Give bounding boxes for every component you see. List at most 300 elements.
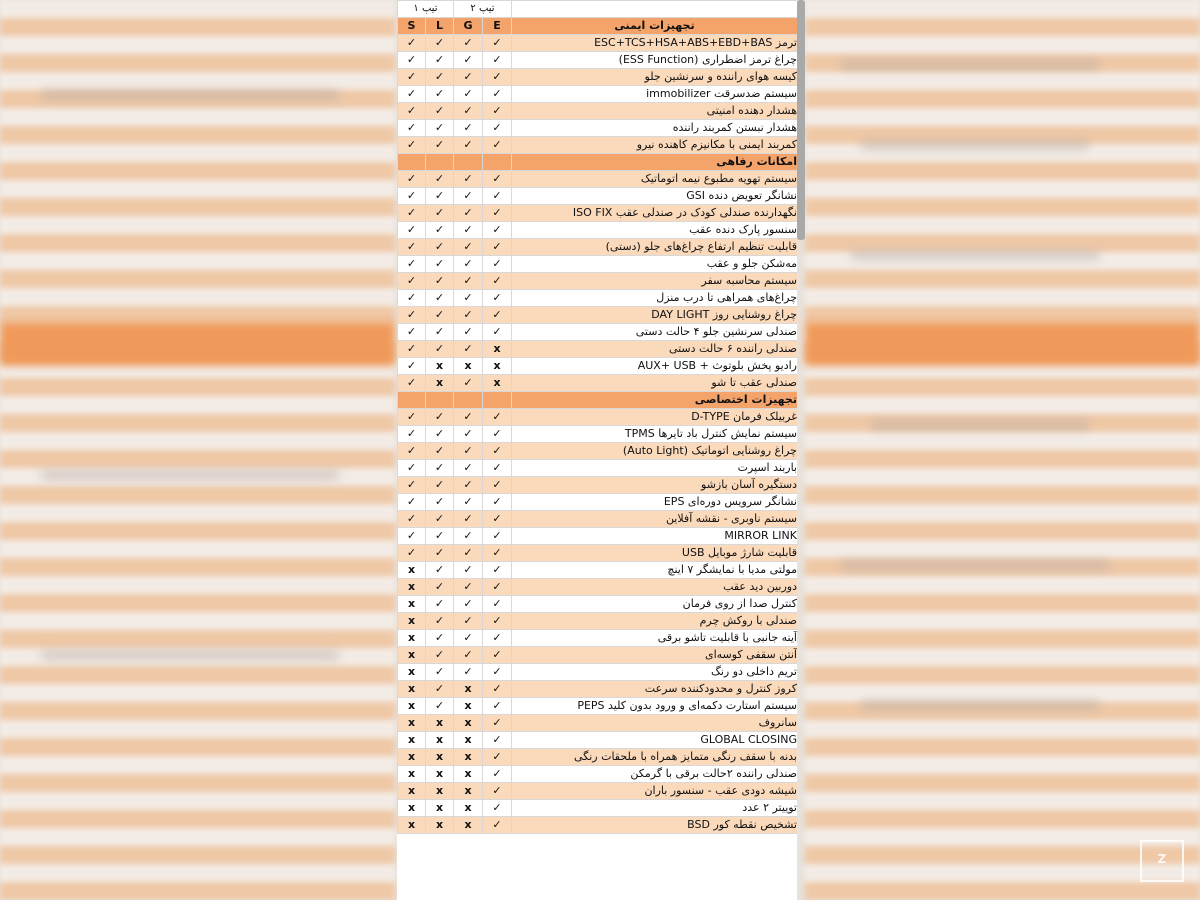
- feature-row: [398, 579, 798, 596]
- check-icon: ✓: [426, 528, 454, 545]
- feature-row: [398, 137, 798, 154]
- check-icon: ✓: [454, 562, 483, 579]
- check-icon: ✓: [398, 511, 426, 528]
- check-icon: ✓: [454, 103, 483, 120]
- check-icon: ✓: [454, 52, 483, 69]
- blurred-background-left: [0, 0, 395, 900]
- check-icon: ✓: [454, 256, 483, 273]
- feature-label: چراغ روشنایی روز DAY LIGHT: [512, 307, 798, 324]
- feature-label: بدنه با سقف رنگی متمایز همراه با ملحقات رنگی: [512, 749, 798, 766]
- trim-col-e: E: [483, 18, 512, 35]
- feature-row: [398, 120, 798, 137]
- feature-row: [398, 749, 798, 766]
- feature-label: سیستم محاسبه سفر: [512, 273, 798, 290]
- check-icon: ✓: [454, 528, 483, 545]
- cross-icon: x: [426, 358, 454, 375]
- cross-icon: x: [454, 817, 483, 834]
- check-icon: ✓: [426, 52, 454, 69]
- check-icon: ✓: [483, 766, 512, 783]
- check-icon: ✓: [483, 783, 512, 800]
- check-icon: ✓: [454, 647, 483, 664]
- check-icon: ✓: [483, 86, 512, 103]
- feature-row: [398, 443, 798, 460]
- check-icon: ✓: [398, 307, 426, 324]
- check-icon: ✓: [426, 477, 454, 494]
- section-empty-cell: [483, 392, 512, 409]
- check-icon: ✓: [483, 732, 512, 749]
- check-icon: ✓: [426, 256, 454, 273]
- check-icon: ✓: [454, 664, 483, 681]
- cross-icon: x: [398, 766, 426, 783]
- cross-icon: x: [426, 715, 454, 732]
- feature-label: شیشه دودی عقب - سنسور باران: [512, 783, 798, 800]
- check-icon: ✓: [454, 171, 483, 188]
- check-icon: ✓: [398, 188, 426, 205]
- zoom-logo: Z: [1140, 840, 1184, 882]
- check-icon: ✓: [483, 290, 512, 307]
- feature-row: [398, 511, 798, 528]
- check-icon: ✓: [454, 426, 483, 443]
- feature-label: نگهدارنده صندلی کودک در صندلی عقب ISO FIX: [512, 205, 798, 222]
- feature-row: [398, 613, 798, 630]
- check-icon: ✓: [454, 460, 483, 477]
- feature-label: صندلی با روکش چرم: [512, 613, 798, 630]
- check-icon: ✓: [454, 239, 483, 256]
- section-empty-cell: [398, 392, 426, 409]
- check-icon: ✓: [483, 239, 512, 256]
- feature-label: باربند اسپرت: [512, 460, 798, 477]
- trim-col-l: L: [426, 18, 454, 35]
- cross-icon: x: [398, 562, 426, 579]
- type2-label: تیپ ۲: [454, 1, 512, 18]
- feature-label: سنسور پارک دنده عقب: [512, 222, 798, 239]
- blurred-text-line: [860, 140, 1090, 150]
- check-icon: ✓: [426, 409, 454, 426]
- trim-col-g: G: [454, 18, 483, 35]
- check-icon: ✓: [483, 664, 512, 681]
- blurred-text-line: [840, 560, 1110, 570]
- check-icon: ✓: [426, 630, 454, 647]
- check-icon: ✓: [483, 426, 512, 443]
- check-icon: ✓: [398, 205, 426, 222]
- check-icon: ✓: [454, 375, 483, 392]
- check-icon: ✓: [398, 256, 426, 273]
- blurred-section-band-left: [0, 322, 395, 366]
- check-icon: ✓: [454, 341, 483, 358]
- feature-label: تریم داخلی دو رنگ: [512, 664, 798, 681]
- cross-icon: x: [398, 749, 426, 766]
- feature-row: [398, 324, 798, 341]
- check-icon: ✓: [454, 69, 483, 86]
- feature-row: [398, 477, 798, 494]
- feature-row: [398, 86, 798, 103]
- check-icon: ✓: [483, 698, 512, 715]
- check-icon: ✓: [398, 137, 426, 154]
- check-icon: ✓: [483, 749, 512, 766]
- scrollbar-thumb[interactable]: [797, 0, 805, 240]
- feature-label: کنترل صدا از روی فرمان: [512, 596, 798, 613]
- feature-row: [398, 52, 798, 69]
- check-icon: ✓: [426, 188, 454, 205]
- check-icon: ✓: [426, 35, 454, 52]
- check-icon: ✓: [454, 120, 483, 137]
- cross-icon: x: [483, 375, 512, 392]
- trim-col-s: S: [398, 18, 426, 35]
- feature-row: [398, 273, 798, 290]
- blurred-text-line: [40, 650, 340, 660]
- feature-row: [398, 358, 798, 375]
- check-icon: ✓: [426, 426, 454, 443]
- cross-icon: x: [454, 681, 483, 698]
- feature-row: [398, 732, 798, 749]
- check-icon: ✓: [426, 324, 454, 341]
- check-icon: ✓: [426, 460, 454, 477]
- check-icon: ✓: [454, 137, 483, 154]
- check-icon: ✓: [483, 256, 512, 273]
- check-icon: ✓: [398, 171, 426, 188]
- feature-label: چراغ ترمز اضطراری (ESS Function): [512, 52, 798, 69]
- feature-row: [398, 188, 798, 205]
- feature-row: [398, 69, 798, 86]
- feature-label: دوربین دید عقب: [512, 579, 798, 596]
- feature-row: [398, 256, 798, 273]
- check-icon: ✓: [426, 103, 454, 120]
- cross-icon: x: [454, 732, 483, 749]
- check-icon: ✓: [454, 579, 483, 596]
- feature-label: آینه جانبی با قابلیت تاشو برقی: [512, 630, 798, 647]
- check-icon: ✓: [454, 494, 483, 511]
- check-icon: ✓: [483, 443, 512, 460]
- check-icon: ✓: [454, 613, 483, 630]
- feature-label: چراغ روشنایی اتوماتیک (Auto Light): [512, 443, 798, 460]
- check-icon: ✓: [398, 545, 426, 562]
- check-icon: ✓: [426, 562, 454, 579]
- feature-label: ترمز ESC+TCS+HSA+ABS+EBD+BAS: [512, 35, 798, 52]
- feature-row: [398, 35, 798, 52]
- feature-label: صندلی سرنشین جلو ۴ حالت دستی: [512, 324, 798, 341]
- cross-icon: x: [426, 783, 454, 800]
- check-icon: ✓: [483, 817, 512, 834]
- check-icon: ✓: [398, 409, 426, 426]
- check-icon: ✓: [426, 341, 454, 358]
- check-icon: ✓: [398, 239, 426, 256]
- feature-row: [398, 171, 798, 188]
- check-icon: ✓: [483, 171, 512, 188]
- feature-label: تشخیص نقطه کور BSD: [512, 817, 798, 834]
- check-icon: ✓: [483, 545, 512, 562]
- check-icon: ✓: [483, 596, 512, 613]
- feature-row: [398, 460, 798, 477]
- type1-label: تیپ ۱: [398, 1, 454, 18]
- check-icon: ✓: [398, 120, 426, 137]
- cross-icon: x: [398, 630, 426, 647]
- check-icon: ✓: [398, 443, 426, 460]
- cross-icon: x: [426, 749, 454, 766]
- check-icon: ✓: [454, 307, 483, 324]
- type-header-row: [398, 1, 798, 18]
- feature-label: غربیلک فرمان D-TYPE: [512, 409, 798, 426]
- section-empty-cell: [398, 154, 426, 171]
- check-icon: ✓: [426, 579, 454, 596]
- cross-icon: x: [426, 375, 454, 392]
- cross-icon: x: [398, 715, 426, 732]
- check-icon: ✓: [483, 324, 512, 341]
- check-icon: ✓: [398, 103, 426, 120]
- feature-label: هشدار نبستن کمربند راننده: [512, 120, 798, 137]
- check-icon: ✓: [398, 494, 426, 511]
- feature-row: [398, 698, 798, 715]
- cross-icon: x: [398, 681, 426, 698]
- section-empty-cell: [483, 154, 512, 171]
- cross-icon: x: [398, 613, 426, 630]
- blurred-text-line: [870, 420, 1090, 430]
- check-icon: ✓: [454, 477, 483, 494]
- check-icon: ✓: [454, 273, 483, 290]
- cross-icon: x: [426, 732, 454, 749]
- cross-icon: x: [454, 800, 483, 817]
- feature-row: [398, 409, 798, 426]
- check-icon: ✓: [483, 630, 512, 647]
- check-icon: ✓: [426, 307, 454, 324]
- cross-icon: x: [398, 800, 426, 817]
- check-icon: ✓: [454, 409, 483, 426]
- cross-icon: x: [426, 817, 454, 834]
- check-icon: ✓: [426, 205, 454, 222]
- feature-row: [398, 545, 798, 562]
- check-icon: ✓: [483, 613, 512, 630]
- check-icon: ✓: [483, 562, 512, 579]
- empty-header-cell: [512, 1, 798, 18]
- feature-label: چراغ‌های همراهی تا درب منزل: [512, 290, 798, 307]
- check-icon: ✓: [483, 222, 512, 239]
- feature-label: مه‌شکن جلو و عقب: [512, 256, 798, 273]
- cross-icon: x: [483, 341, 512, 358]
- feature-row: [398, 307, 798, 324]
- feature-row: [398, 630, 798, 647]
- check-icon: ✓: [454, 86, 483, 103]
- feature-row: [398, 341, 798, 358]
- check-icon: ✓: [483, 477, 512, 494]
- feature-row: [398, 375, 798, 392]
- check-icon: ✓: [483, 52, 512, 69]
- section-empty-cell: [426, 154, 454, 171]
- cross-icon: x: [483, 358, 512, 375]
- feature-row: [398, 817, 798, 834]
- check-icon: ✓: [398, 324, 426, 341]
- blurred-text-line: [40, 90, 340, 100]
- check-icon: ✓: [454, 443, 483, 460]
- feature-row: [398, 494, 798, 511]
- feature-label: هشدار دهنده امنیتی: [512, 103, 798, 120]
- feature-label: مولتی مدیا با نمایشگر ۷ اینچ: [512, 562, 798, 579]
- section-title: تجهیزات اختصاصی: [512, 392, 798, 409]
- check-icon: ✓: [398, 35, 426, 52]
- check-icon: ✓: [483, 307, 512, 324]
- feature-label: قابلیت شارژ موبایل USB: [512, 545, 798, 562]
- cross-icon: x: [398, 817, 426, 834]
- check-icon: ✓: [398, 69, 426, 86]
- check-icon: ✓: [398, 477, 426, 494]
- check-icon: ✓: [454, 324, 483, 341]
- check-icon: ✓: [454, 630, 483, 647]
- feature-label: دستگیره آسان بازشو: [512, 477, 798, 494]
- feature-label: نشانگر تعویض دنده GSI: [512, 188, 798, 205]
- check-icon: ✓: [398, 273, 426, 290]
- check-icon: ✓: [483, 137, 512, 154]
- check-icon: ✓: [426, 613, 454, 630]
- check-icon: ✓: [398, 375, 426, 392]
- check-icon: ✓: [426, 222, 454, 239]
- cross-icon: x: [454, 358, 483, 375]
- feature-label: کمربند ایمنی با مکانیزم کاهنده نیرو: [512, 137, 798, 154]
- check-icon: ✓: [398, 426, 426, 443]
- check-icon: ✓: [426, 86, 454, 103]
- check-icon: ✓: [454, 205, 483, 222]
- spec-document: [397, 0, 797, 900]
- section-empty-cell: [454, 154, 483, 171]
- check-icon: ✓: [454, 511, 483, 528]
- feature-label: سانروف: [512, 715, 798, 732]
- cross-icon: x: [398, 664, 426, 681]
- blurred-text-line: [840, 60, 1100, 70]
- check-icon: ✓: [426, 664, 454, 681]
- check-icon: ✓: [483, 205, 512, 222]
- feature-row: [398, 562, 798, 579]
- section-header-row: [398, 392, 798, 409]
- blurred-text-line: [850, 250, 1100, 260]
- feature-row: [398, 681, 798, 698]
- feature-row: [398, 800, 798, 817]
- check-icon: ✓: [426, 545, 454, 562]
- feature-label: سیستم ناوبری - نقشه آفلاین: [512, 511, 798, 528]
- check-icon: ✓: [426, 511, 454, 528]
- feature-label: صندلی عقب تا شو: [512, 375, 798, 392]
- check-icon: ✓: [483, 69, 512, 86]
- check-icon: ✓: [483, 579, 512, 596]
- check-icon: ✓: [426, 273, 454, 290]
- check-icon: ✓: [398, 528, 426, 545]
- feature-label: کیسه هوای راننده و سرنشین جلو: [512, 69, 798, 86]
- check-icon: ✓: [483, 120, 512, 137]
- spec-table: [397, 0, 797, 834]
- feature-label: سیستم نمایش کنترل باد تایرها TPMS: [512, 426, 798, 443]
- check-icon: ✓: [426, 120, 454, 137]
- feature-row: [398, 528, 798, 545]
- feature-row: [398, 664, 798, 681]
- blurred-text-line: [40, 470, 340, 480]
- check-icon: ✓: [454, 545, 483, 562]
- feature-label: سیستم تهویه مطبوع نیمه اتوماتیک: [512, 171, 798, 188]
- section-empty-cell: [454, 392, 483, 409]
- check-icon: ✓: [426, 443, 454, 460]
- check-icon: ✓: [426, 137, 454, 154]
- check-icon: ✓: [483, 103, 512, 120]
- blurred-background-right: [805, 0, 1200, 900]
- feature-label: توییتر ۲ عدد: [512, 800, 798, 817]
- feature-row: [398, 103, 798, 120]
- check-icon: ✓: [483, 35, 512, 52]
- blurred-text-line: [860, 700, 1100, 710]
- check-icon: ✓: [398, 222, 426, 239]
- section-header-row: [398, 154, 798, 171]
- check-icon: ✓: [426, 171, 454, 188]
- cross-icon: x: [398, 579, 426, 596]
- trim-header-row: [398, 18, 798, 35]
- cross-icon: x: [398, 698, 426, 715]
- check-icon: ✓: [426, 69, 454, 86]
- check-icon: ✓: [426, 596, 454, 613]
- check-icon: ✓: [454, 35, 483, 52]
- feature-row: [398, 239, 798, 256]
- feature-label: قابلیت تنظیم ارتفاع چراغ‌های جلو (دستی): [512, 239, 798, 256]
- cross-icon: x: [426, 800, 454, 817]
- check-icon: ✓: [398, 341, 426, 358]
- check-icon: ✓: [454, 290, 483, 307]
- check-icon: ✓: [426, 494, 454, 511]
- feature-row: [398, 222, 798, 239]
- cross-icon: x: [398, 732, 426, 749]
- check-icon: ✓: [483, 494, 512, 511]
- cross-icon: x: [454, 715, 483, 732]
- check-icon: ✓: [426, 698, 454, 715]
- cross-icon: x: [426, 766, 454, 783]
- feature-label: سیستم ضدسرقت immobilizer: [512, 86, 798, 103]
- section-title: امکانات رفاهی: [512, 154, 798, 171]
- check-icon: ✓: [483, 647, 512, 664]
- check-icon: ✓: [454, 188, 483, 205]
- feature-label: رادیو پخش بلوتوث + AUX+ USB: [512, 358, 798, 375]
- feature-row: [398, 647, 798, 664]
- check-icon: ✓: [483, 715, 512, 732]
- check-icon: ✓: [483, 460, 512, 477]
- feature-row: [398, 783, 798, 800]
- check-icon: ✓: [426, 239, 454, 256]
- feature-label: سیستم استارت دکمه‌ای و ورود بدون کلید PEPS: [512, 698, 798, 715]
- cross-icon: x: [398, 783, 426, 800]
- feature-row: [398, 426, 798, 443]
- check-icon: ✓: [426, 290, 454, 307]
- check-icon: ✓: [483, 800, 512, 817]
- check-icon: ✓: [426, 647, 454, 664]
- check-icon: ✓: [483, 681, 512, 698]
- check-icon: ✓: [398, 290, 426, 307]
- feature-label: کروز کنترل و محدودکننده سرعت: [512, 681, 798, 698]
- feature-label: نشانگر سرویس دوره‌ای EPS: [512, 494, 798, 511]
- cross-icon: x: [454, 749, 483, 766]
- feature-row: [398, 766, 798, 783]
- feature-label: GLOBAL CLOSING: [512, 732, 798, 749]
- blurred-section-band-right: [805, 322, 1200, 366]
- check-icon: ✓: [483, 528, 512, 545]
- feature-label: صندلی راننده ۶ حالت دستی: [512, 341, 798, 358]
- cross-icon: x: [398, 596, 426, 613]
- feature-row: [398, 290, 798, 307]
- check-icon: ✓: [398, 460, 426, 477]
- feature-row: [398, 205, 798, 222]
- section-empty-cell: [426, 392, 454, 409]
- check-icon: ✓: [398, 52, 426, 69]
- check-icon: ✓: [398, 358, 426, 375]
- cross-icon: x: [398, 647, 426, 664]
- cross-icon: x: [454, 783, 483, 800]
- check-icon: ✓: [483, 273, 512, 290]
- check-icon: ✓: [483, 188, 512, 205]
- check-icon: ✓: [454, 596, 483, 613]
- feature-row: [398, 715, 798, 732]
- check-icon: ✓: [454, 222, 483, 239]
- feature-label: MIRROR LINK: [512, 528, 798, 545]
- first-section-title: تجهیزات ایمنی: [512, 18, 798, 35]
